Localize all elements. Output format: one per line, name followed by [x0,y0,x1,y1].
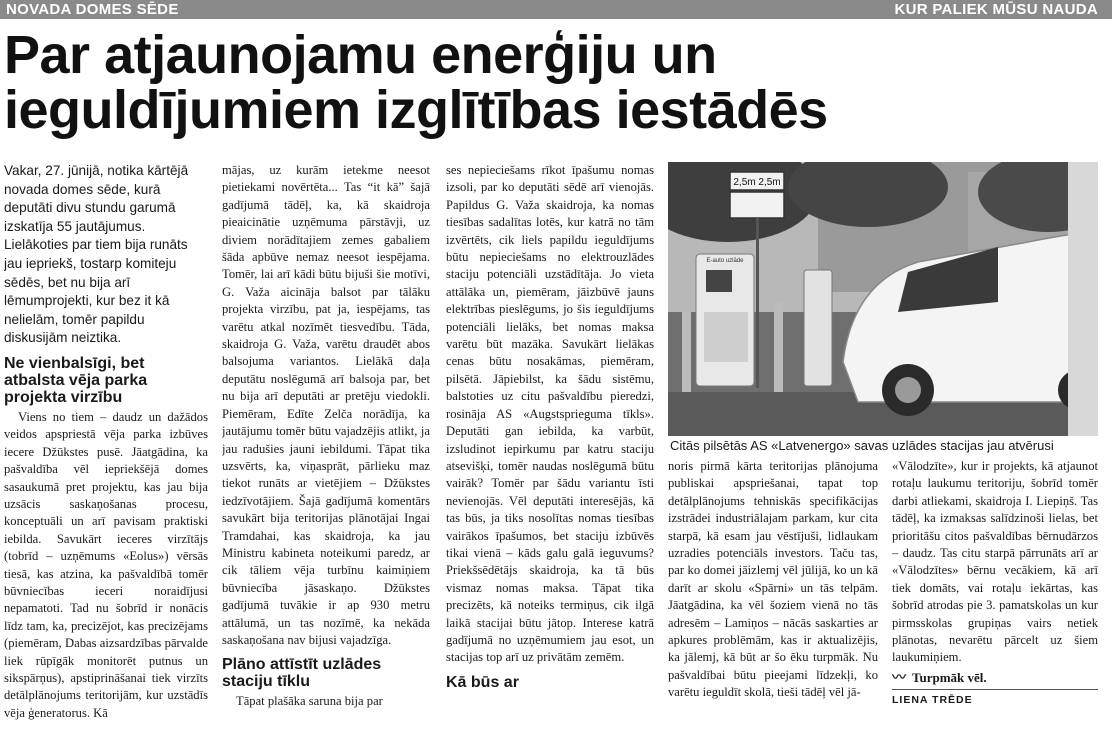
article-lead: Vakar, 27. jūnijā, notika kārtējā novada domes sēde, kurā deputāti divu stundu garumā izskatīja 55 jautājumus. Lielākoties par tiem bija runāts jau iepriekš, tostarp komiteju sēdēs, bet nu bija arī lēmumprojekti, kur bez it kā nelielām, tomēr papildu diskusijām neiztika. [4,163,189,346]
author-byline: LIENA TRĒDE [892,689,1098,709]
photo-caption: Citās pilsētās AS «Latvenergo» savas uzlādes stacijas jau atvērusi [670,438,1054,453]
headline-line-1: Par atjaunojamu enerģiju un [4,25,717,85]
paragraph: mājas, uz kurām ietekme neesot pietiekami novērtēta... Tas “it kā” šajā gadījumā tādēļ, ka, kā skaidroja pieaicinātie uzņēmuma pārstāvji, uz diviem norādītajiem zemes gabaliem šāda apbūve nemaz neesot iespējama. Tomēr, lai arī kādi būtu bijuši šie motīvi, G. Važa aicināja balsot par tālāku projekta virzību, pat ja, iespējams, tas varētu atkal nozīmēt tiesvedību. Tāda, skaidroja G. Važa, varētu draudēt abos balsojuma variantos. Lielākā daļa deputātu noslēgumā arī balsoja par, bet nu bija arī deputāti ar pretēju viedokli. Piemēram, Edīte Zelča norādīja, ka jautājumu tomēr būtu vajadzējis atlikt, ja jau radušies jauni iebildumi. Tāpat tika uzsvērts, ka, viņasprāt, pārlieku maz tiekot runāts ar vietējiem – Džūkstes iedzīvotājiem. Šajā gadījumā komentārs savukārt bija teritorijas plānotājai Ingai Tramdahai, kas skaidroja, ka jau Ministru kabineta noteikumi paredz, ar cik tāliem vēja turbīnu kaimiņiem būvniecība jāsaskaņo. Džūkstes gadījumā tuvākie ir ap 930 metru attālumā, un tas nozīmē, ka nekāda saskaņošana nav bijusi vajadzīga. [222,163,430,647]
paragraph: ses nepieciešams rīkot īpašumu nomas izsoli, par ko deputāti sēdē arī vienojās. Papildus G. Važa skaidroja, ka nomas tiesības sadalītas lotēs, kur katrā no tām izvērtēts, cik liels papildu ieguldījums būtu nepieciešams no elektrouzlādes staciju potenciāli uzstādītāja. Jo vieta attālāka un, piemēram, jāizbūvē jauns elektrības pieslēgums, jo šis ieguldījums potenciāli lielāks, bet nomas maksa varētu būt mazāka. Savukārt lielākas cenas būtu nosakāmas, piemēram, pilsētā. Jāpiebilst, ka šādu sistēmu, balstoties uz citu pašvaldību pieredzi, rosināja AS «Augstsprieguma tīkls». Deputāti gan iebilda, ka varbūt, izsludinot iepirkumu par katru staciju atsevišķi, tomēr naudas noslēgumā būtu vairāk? Tomēr par šādu variantu īsti nevienojās. Vēl deputāti interesējās, kā tas būs, ja tiks nosolītas nomas tiesības vairākos īpašumos, bet staciju izbūvēs tikai vienā – kāds galu galā ieguvums? Priekšsēdētājs skaidroja, ka tā būs vismaz nomas maksa. Tāpat tika precizēts, kā noteiks termiņus, cik ilgā laikā stacijai būtu jātop. Interese katrā gadījumā no uzņēmumiem jau esot, un stacijas top arī uz privātām zemēm. [446,163,654,665]
squiggle-icon: 〰 [892,670,906,686]
subheading-next: Kā būs ar [446,673,519,691]
article-column-5 [892,458,1098,734]
section-label: NOVADA DOMES SĒDE [6,1,179,18]
article-column-1 [4,162,208,734]
article-headline [4,25,1104,140]
continuation-text: Turpmāk vēl. [912,669,987,685]
charger-label: E-auto uzlāde [706,258,744,264]
paragraph: noris pirmā kārta teritorijas plānojuma publiskai apspriešanai, tapat top detālplānojums tehniskās specifikācijas izstrādei industriālajam parkam, kur cita starpā, kā esam jau vēstījuši, lidlaukam uzradies potenciāls investors. Taču tas, par ko domei jāizlemj vēl jūlijā, ko un kā darīt ar skolu «Spārni» un tās telpām. Jāatgādina, ka vēl šoziem vienā no tās adresēm – Lamiņos – nācās saskarties ar apkures problēmām, kas ir aktualizējis, ka jālemj, kā būt ar šo ēku turpmāk. Nu pašvaldībai būtu pieejami līdzekļi, ko varētu ieguldīt skolā, tieši tādēļ vēl jā- [668,459,878,700]
subheading-charging-network: Plāno attīstīt uzlādes staciju tīklu [222,656,382,691]
photo-illustration [668,162,1098,436]
headline-line-2: ieguldījumiem izglītības iestādēs [4,80,828,140]
continuation-note [892,669,1098,687]
paragraph: «Vālodzīte», kur ir projekts, kā atjaunot rotaļu laukumu teritoriju, šobrīd tomēr darbi atliekami, skaidroja I. Liepiņš. Tas tādēļ, ka izmaksas salīdzinoši lielas, bet prioritāšu citos pašvaldības bērnudārzos – daudz. Tas citu starpā pārrunāts arī ar «Vālodzītes» bērnu vecākiem, kā arī tiek domāts, vai rotaļu iekārtas, kas šobrīd atrodas pie 3. pamatskolas un kur pirmsskolas grupiņas vairs netiek plānotas, nevarētu pārcelt uz šiem laukumiņiem. [892,459,1098,665]
rubric-label: KUR PALIEK MŪSU NAUDA [894,1,1098,18]
parking-sign-text: 2,5m 2,5m [733,177,781,188]
section-bar [0,0,1112,19]
paragraph: Viens no tiem – daudz un dažādos veidos apspriestā vēja parka izbūves iecere Džūkstes pusē. Jāatgādina, ka pašvaldība vēl iepriekšējā domes sasaukumā pret projektu, kas jau bija uzsācis saskaņošanas procesu, konceptuāli un arī pavisam praktiski iebilda. Savukārt ieceres virzītājs (tobrīd – uzņēmums «Eolus») vērsās tiesā, kas atzina, ka pašvaldībā tomēr būvniecības ieceri noraidījusi nepamatoti. Tad nu šobrīd ir nonācis līdz tam, ka, precizējot, kas precizējams (piemēram, Dabas aizsardzības pārvalde liek rūpīgāk monitorēt putnus un sikspārņus), apstiprināšanai tiek virzīts detālplānojums teritorijām, kur uzstādīs vēja ģeneratorus. Kā [4,409,208,720]
paragraph: Tāpat plašāka saruna bija par [236,694,383,709]
article-column-2 [222,162,430,734]
subheading-wind-park: Ne vienbalsīgi, bet atbalsta vēja parka projekta virzību [4,354,148,406]
article-column-4 [668,458,878,734]
article-column-3 [446,162,654,734]
charging-station-photo [668,162,1098,436]
